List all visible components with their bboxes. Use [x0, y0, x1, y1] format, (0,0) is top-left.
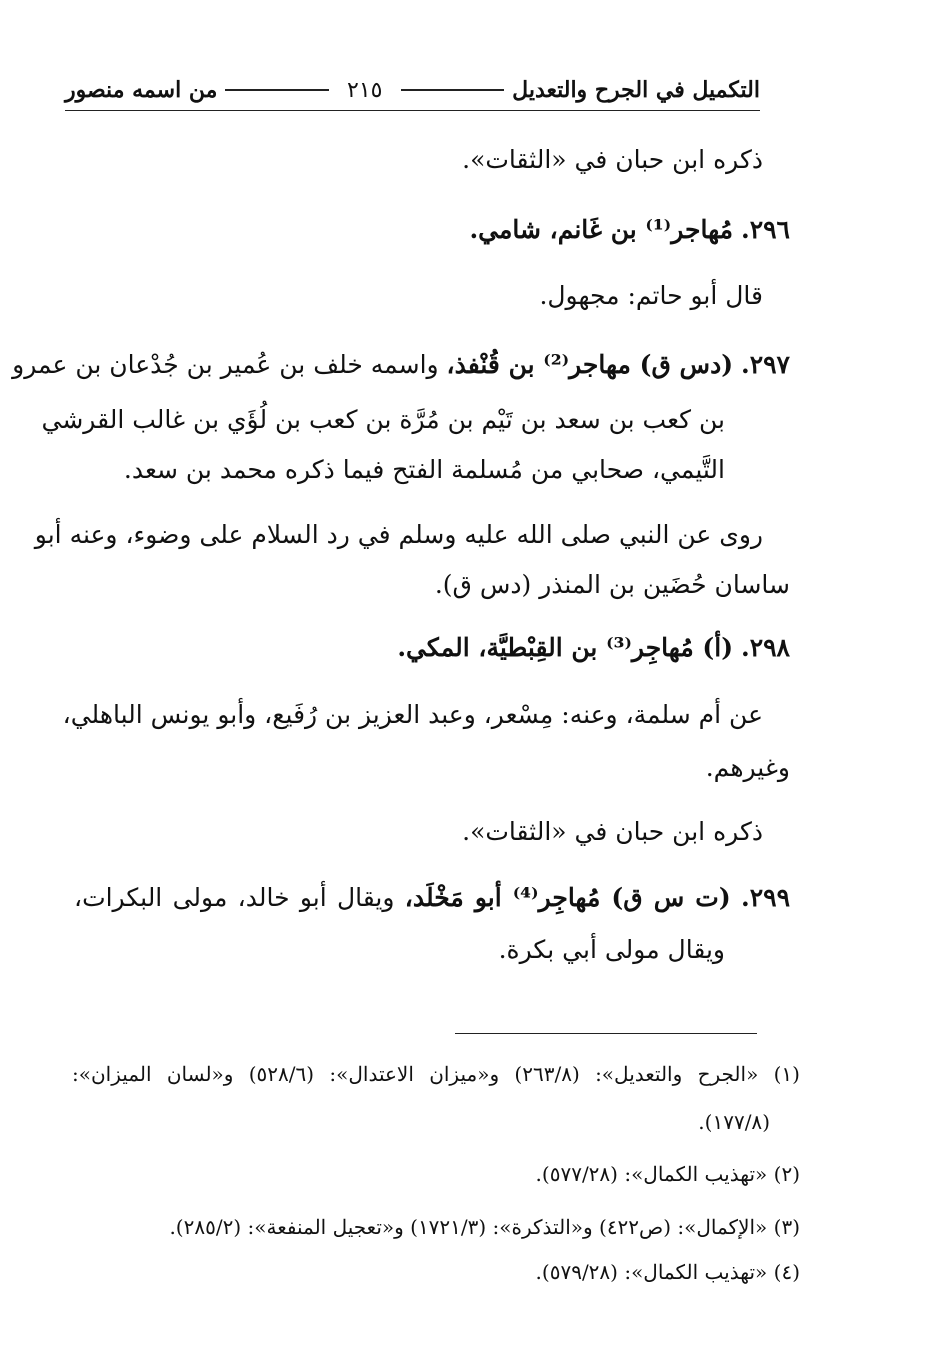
text-line: التَّيمي، صحابي من مُسلمة الفتح فيما ذكره محمد بن سعد. — [123, 455, 725, 484]
entry-text: واسمه خلف بن عُمير بن جُدْعان بن عمرو — [12, 350, 439, 379]
footnote-3: (٣) «الإكمال»: (ص٤٢٢) و«التذكرة»: (١٧٢١/٣) و«تعجيل المنفعة»: (٢٨٥/٢). — [169, 1215, 800, 1239]
text-line: ويقال مولى أبي بكرة. — [498, 935, 725, 964]
footnote-divider — [455, 1033, 757, 1034]
text-line: ذكره ابن حبان في «الثقات». — [462, 817, 763, 846]
entry-298 — [397, 628, 790, 668]
entry-number: ٢٩٦. — [740, 215, 790, 244]
text-line: بن كعب بن سعد بن تَيْم بن مُرَّة بن كعب بن لُؤَي بن غالب القرشي — [41, 405, 725, 434]
running-header — [65, 70, 760, 111]
text-line: ذكره ابن حبان في «الثقات». — [462, 145, 763, 174]
entry-number: ٢٩٧. — [740, 350, 790, 379]
footnote-2: (٢) «تهذيب الكمال»: (٥٧٧/٢٨). — [535, 1162, 800, 1186]
footnote-4: (٤) «تهذيب الكمال»: (٥٧٩/٢٨). — [535, 1260, 800, 1284]
footnote-1-continued: (١٧٧/٨). — [698, 1110, 770, 1134]
page-number: ٢١٥ — [347, 77, 383, 103]
text-line: ساسان حُضَين بن المنذر (دس ق). — [434, 570, 790, 599]
header-rule — [401, 89, 505, 91]
text-line: روى عن النبي صلى الله عليه وسلم في رد السلام على وضوء، وعنه أبو — [34, 520, 763, 549]
entry-heading: (ت س ق) مُهاجِر⁽⁴⁾ أبو مَخْلَد، — [404, 883, 731, 912]
entry-297 — [12, 345, 790, 385]
entry-299 — [74, 878, 790, 918]
text-line: عن أم سلمة، وعنه: مِسْعر، وعبد العزيز بن رُفَيع، وأبو يونس الباهلي، — [62, 700, 763, 729]
entry-heading: (دس ق) مهاجر⁽²⁾ بن قُنْفذ، — [446, 350, 734, 379]
section-title: من اسمه منصور — [64, 77, 218, 103]
footnote-1: (١) «الجرح والتعديل»: (٢٦٣/٨) و«ميزان الاعتدال»: (٥٢٨/٦) و«لسان الميزان»: — [72, 1062, 800, 1086]
header-rule — [225, 89, 329, 91]
entry-heading: (أ) مُهاجِر⁽³⁾ بن القِبْطيَّة، المكي. — [397, 633, 734, 662]
entry-296 — [469, 210, 790, 250]
text-line: قال أبو حاتم: مجهول. — [539, 281, 763, 310]
entry-text: ويقال أبو خالد، مولى البكرات، — [74, 883, 395, 912]
entry-heading: مُهاجر⁽¹⁾ بن غَانم، شامي. — [469, 215, 734, 244]
entry-number: ٢٩٩. — [741, 883, 791, 912]
text-line: وغيرهم. — [705, 753, 790, 782]
book-title: التكميل في الجرح والتعديل — [512, 77, 760, 103]
entry-number: ٢٩٨. — [740, 633, 790, 662]
